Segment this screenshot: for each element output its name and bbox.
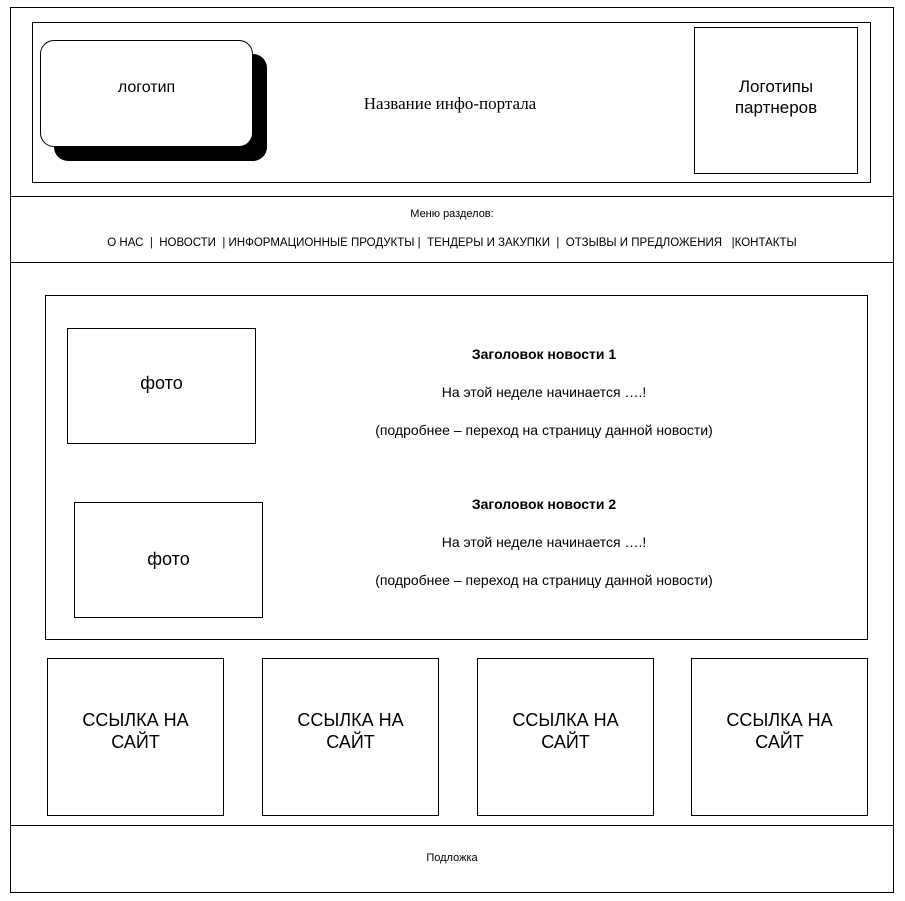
menu-separator: | [556,237,560,249]
logo[interactable] [40,40,253,147]
site-link-2[interactable] [262,658,439,816]
site-link-4[interactable] [691,658,868,816]
menu-caption: Меню разделов: [410,208,494,220]
footer-divider [10,825,894,826]
menu-item-info-products[interactable]: ИНФОРМАЦИОННЫЕ ПРОДУКТЫ [228,237,415,249]
site-link-4-line1: ССЫЛКА НА [726,710,833,730]
section-menu [10,236,894,250]
news-2-more-link[interactable]: (подробнее – переход на страницу данной новости) [375,572,713,588]
site-link-1-line2: САЙТ [111,732,160,752]
partners-label-line2: партнеров [734,97,818,117]
footer-label: Подложка [426,852,478,864]
menu-item-about[interactable]: О НАС [107,237,144,249]
news-1-lead: На этой неделе начинается ….! [441,384,647,400]
partner-logos[interactable] [694,27,858,174]
news-2-photo[interactable] [74,502,263,618]
news-1-more-link[interactable]: (подробнее – переход на страницу данной новости) [375,422,713,438]
news-1-title[interactable]: Заголовок новости 1 [471,346,617,362]
portal-title: Название инфо-портала [363,94,537,113]
site-link-1[interactable] [47,658,224,816]
site-link-1-line1: ССЫЛКА НА [82,710,189,730]
site-link-2-line1: ССЫЛКА НА [297,710,404,730]
site-link-3[interactable] [477,658,654,816]
site-link-3-line1: ССЫЛКА НА [512,710,619,730]
site-link-4-line2: САЙТ [755,732,804,752]
news-1-photo[interactable] [67,328,256,444]
menu-separator: | [149,237,153,249]
news-2-lead: На этой неделе начинается ….! [441,534,647,550]
site-link-3-line2: САЙТ [541,732,590,752]
menu-divider-bottom [10,262,894,263]
partners-label-line1: Логотипы [738,76,814,96]
menu-item-news[interactable]: НОВОСТИ [159,237,216,249]
logo-label: логотип [117,78,176,96]
news-2-title[interactable]: Заголовок новости 2 [471,496,617,512]
menu-separator: | [417,237,421,249]
menu-separator: | [222,237,226,249]
news-2-photo-label: фото [147,548,190,569]
menu-separator: | [731,237,735,249]
menu-divider-top [10,196,894,197]
menu-item-contacts[interactable]: КОНТАКТЫ [734,237,797,249]
menu-item-feedback[interactable]: ОТЗЫВЫ И ПРЕДЛОЖЕНИЯ [565,237,723,249]
menu-item-tenders[interactable]: ТЕНДЕРЫ И ЗАКУПКИ [427,237,551,249]
site-link-2-line2: САЙТ [326,732,375,752]
news-1-photo-label: фото [140,372,183,393]
